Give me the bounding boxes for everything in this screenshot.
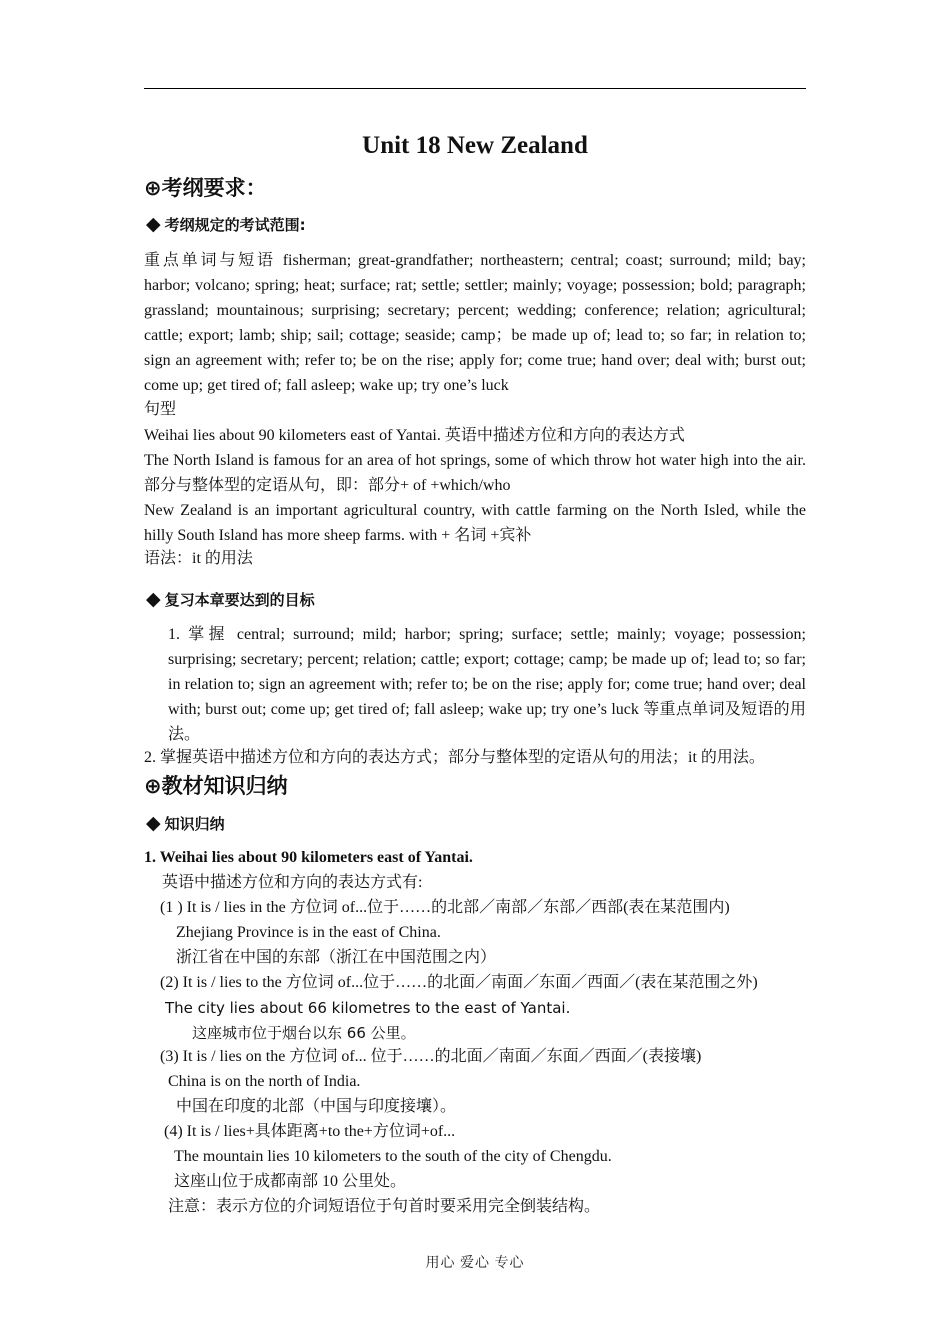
section-heading-knowledge: ⊕教材知识归纳 (144, 774, 288, 798)
page-footer: 用心 爱心 专心 (425, 1256, 525, 1271)
grammar-line: 语法：it 的用法 (144, 550, 253, 567)
vocab-paragraph: 重点单词与短语 fisherman; great-grandfather; northeastern; central; coast; surround; mild; bay; harbor; volcano; spring; heat; surface; rat; settle; settler; mainly; voyage; possession; bold; paragraph; grassland; mountainous; surprising; secretary; percent; wedding; conference; relation; agricultural; cattle; export; lamb; ship; sail; cottage; seaside; camp；be made up of; lead to; so far; in relation to; sign an agreement with; refer to; be on the rise; apply for; come true; hand over; deal with; burst out; come up; get tired of; fall asleep; wake up; try one’s luck (144, 252, 806, 394)
point-3-example-zh: 中国在印度的北部（中国与印度接壤）。 (176, 1098, 457, 1115)
point-3: (3) It is / lies on the 方位词 of... 位于……的北面／南面／东面／西面／(表接壤) (160, 1048, 702, 1065)
point-4-example-en: The mountain lies 10 kilometers to the south of the city of Chengdu. (174, 1148, 612, 1165)
subheading-exam-scope: ◆ 考纲规定的考试范围: (146, 213, 306, 235)
goal-1: 1. 掌握 central; surround; mild; harbor; spring; surface; settle; mainly; voyage; possession; surprising; secretary; percent; relation; cattle; export; cottage; camp; be made up of; lead to; so far; in relation to; sign an agreement with; refer to; be on the rise; apply for; come true; hand over; deal with; burst out; come up; get tired of; fall asleep; wake up; try one’s luck 等重点单词及短语的用法。 (168, 626, 806, 743)
point-2-example-en: The city lies about 66 kilometres to the east of Yantai. (165, 999, 571, 1017)
point-1-example-en: Zhejiang Province is in the east of China. (176, 924, 441, 941)
diamond-bullet-icon: ◆ (146, 213, 161, 235)
item-1-intro: 英语中描述方位和方向的表达方式有: (162, 874, 423, 891)
point-1-example-zh: 浙江省在中国的东部（浙江在中国范围之内） (176, 949, 497, 966)
point-4-example-zh: 这座山位于成都南部 10 公里处。 (174, 1173, 407, 1190)
sentence-pattern-3: New Zealand is an important agricultural country, with cattle farming on the North Isled, while the hilly South Island has more sheep farms. with + 名词 +宾补 (144, 502, 806, 544)
goal-2: 2. 掌握英语中描述方位和方向的表达方式；部分与整体型的定语从句的用法；it 的用法。 (144, 749, 765, 766)
point-4: (4) It is / lies+具体距离+to the+方位词+of... (164, 1123, 456, 1140)
sentence-pattern-2: The North Island is famous for an area of hot springs, some of which throw hot water high into the air. 部分与整体型的定语从句，即：部分+ of +which/who (144, 452, 806, 494)
note-line: 注意：表示方位的介词短语位于句首时要采用完全倒装结构。 (168, 1198, 601, 1215)
subheading-goals: ◆ 复习本章要达到的目标 (146, 588, 315, 610)
pattern-label: 句型 (144, 401, 177, 418)
point-3-example-en: China is on the north of India. (168, 1073, 361, 1090)
point-2-example-zh: 这座城市位于烟台以东 66 公里。 (192, 1024, 416, 1042)
section-heading-syllabus: ⊕考纲要求： (144, 176, 267, 200)
diamond-bullet-icon: ◆ (146, 812, 161, 834)
point-1: (1 ) It is / lies in the 方位词 of...位于……的北部／南部／东部／西部(表在某范围内) (160, 899, 730, 916)
page-title: Unit 18 New Zealand (362, 132, 588, 159)
sentence-pattern-1: Weihai lies about 90 kilometers east of Yantai. 英语中描述方位和方向的表达方式 (144, 427, 685, 444)
point-2: (2) It is / lies to the 方位词 of...位于……的北面／南面／东面／西面／(表在某范围之外) (160, 974, 758, 991)
item-1-title: 1. Weihai lies about 90 kilometers east of Yantai. (144, 849, 473, 866)
diamond-bullet-icon: ◆ (146, 588, 161, 610)
subheading-knowledge-summary: ◆ 知识归纳 (146, 812, 225, 834)
header-rule (144, 88, 806, 89)
